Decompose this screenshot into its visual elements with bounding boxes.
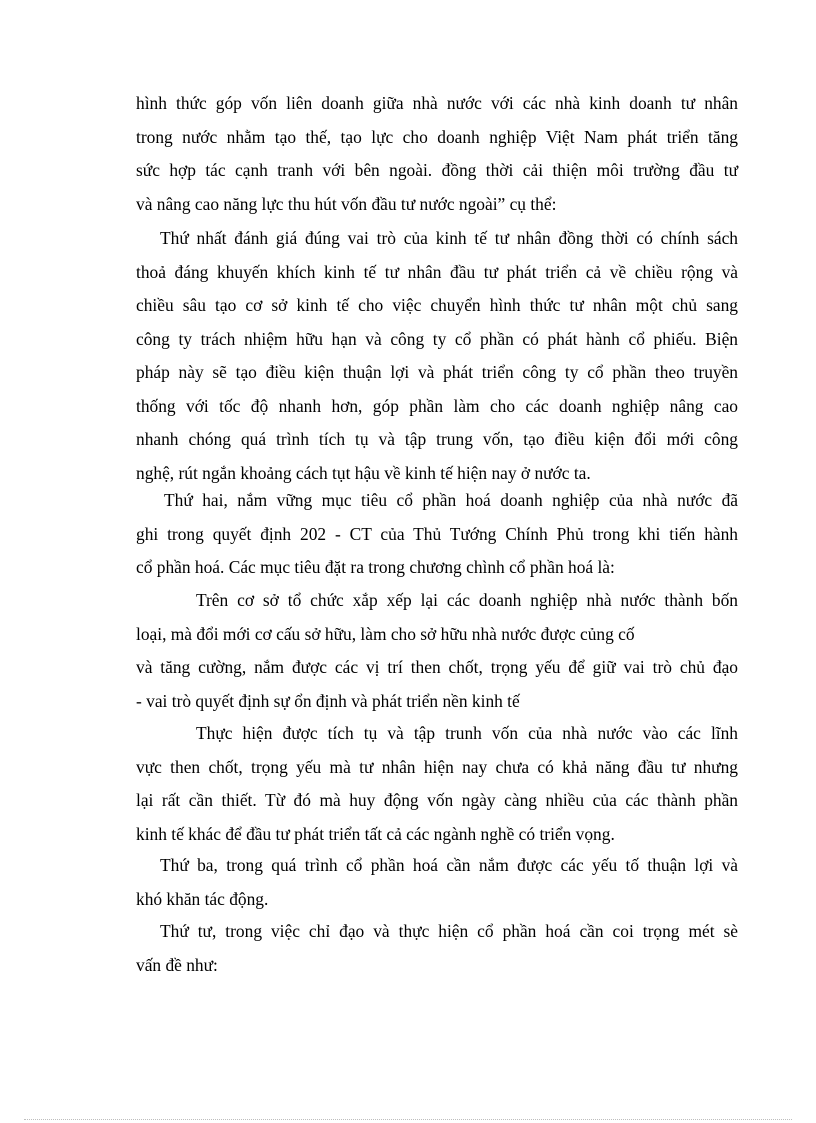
page-bottom-border: [24, 1119, 792, 1120]
paragraph-third-point: [136, 849, 738, 916]
paragraph-second-point: [136, 484, 738, 585]
text-line: loại, mà đổi mới cơ cấu sở hữu, làm cho sở hữu nhà nước được củng cố: [136, 623, 635, 644]
text-line: Thực hiện được tích tụ và tập trunh vốn của nhà nước vào các lĩnh: [196, 723, 738, 743]
text-line: chiều sâu tạo cơ sở kinh tế cho việc chuyển hình thức tư nhân một chủ sang: [136, 295, 738, 315]
text-line: thống với tốc độ nhanh hơn, góp phần làm cho các doanh nghiệp nâng cao: [136, 395, 738, 416]
paragraph-intro-continuation: [136, 87, 738, 221]
text-line: cổ phần hoá. Các mục tiêu đặt ra trong chương chình cổ phần hoá là:: [136, 557, 615, 577]
paragraph-first-point: [136, 222, 738, 490]
text-line: nhanh chóng quá trình tích tụ và tập trung vốn, tạo điều kiện đổi mới công: [136, 429, 738, 449]
text-line: khó khăn tác động.: [136, 888, 269, 909]
text-line: Thứ hai, nắm vững mục tiêu cổ phần hoá doanh nghiệp của nhà nước đã: [164, 490, 738, 510]
text-line: pháp này sẽ tạo điều kiện thuận lợi và phát triển công ty cổ phần theo truyền: [136, 362, 738, 382]
text-line: Thứ tư, trong việc chỉ đạo và thực hiện cổ phần hoá cần coi trọng mét sè: [160, 921, 738, 941]
text-line: Thứ ba, trong quá trình cổ phần hoá cần nắm được các yếu tố thuận lợi và: [160, 855, 738, 875]
text-line: trong nước nhằm tạo thế, tạo lực cho doanh nghiệp Việt Nam phát triển tăng: [136, 126, 738, 147]
text-line: ghi trong quyết định 202 - CT của Thủ Tướng Chính Phủ trong khi tiến hành: [136, 523, 738, 544]
paragraph-fourth-point: [136, 915, 738, 982]
text-line: và tăng cường, nắm được các vị trí then chốt, trọng yếu để giữ vai trò chủ đạo: [136, 657, 738, 677]
text-line: sức hợp tác cạnh tranh với bên ngoài. đồng thời cải thiện môi trường đầu tư: [136, 160, 738, 180]
text-line: thoả đáng khuyến khích kinh tế tư nhân đầu tư phát triển cả về chiều rộng và: [136, 261, 738, 282]
text-line: kinh tế khác để đầu tư phát triển tất cả các ngành nghề có triển vọng.: [136, 823, 615, 844]
text-line: và nâng cao năng lực thu hút vốn đầu tư nước ngoài” cụ thể:: [136, 193, 557, 214]
paragraph-objective-one: [136, 584, 738, 718]
text-line: vấn đề như:: [136, 954, 218, 975]
text-line: hình thức góp vốn liên doanh giữa nhà nước với các nhà kinh doanh tư nhân: [136, 93, 738, 113]
text-line: Thứ nhất đánh giá đúng vai trò của kinh tế tư nhân đồng thời có chính sách: [160, 228, 738, 248]
text-line: lại rất cần thiết. Từ đó mà huy động vốn ngày càng nhiều của các thành phần: [136, 790, 738, 810]
text-line: vực then chốt, trọng yếu mà tư nhân hiện nay chưa có khả năng đầu tư nhưng: [136, 756, 738, 777]
paragraph-objective-two: [136, 717, 738, 851]
text-line: - vai trò quyết định sự ổn định và phát triển nền kinh tế: [136, 690, 520, 711]
text-line: nghệ, rút ngắn khoảng cách tụt hậu về kinh tế hiện nay ở nước ta.: [136, 462, 591, 483]
text-line: Trên cơ sở tổ chức xắp xếp lại các doanh nghiệp nhà nước thành bốn: [196, 590, 738, 610]
text-line: công ty trách nhiệm hữu hạn và công ty cổ phần có phát hành cổ phiếu. Biện: [136, 328, 738, 349]
